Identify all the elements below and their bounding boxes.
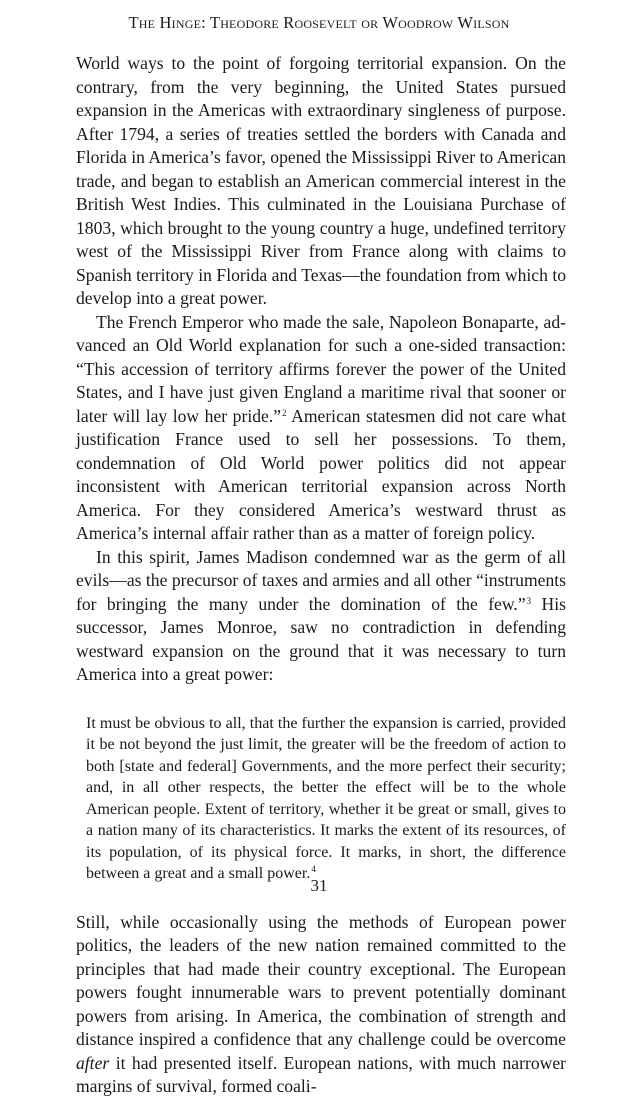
paragraph-4-text: Still, while occasionally using the methods of European power politics, the leaders of the new nation remained committed to the principles that had made their country exceptional. The European powers fought innumerable wars to prevent potentially dominant powers from arising. In America, the combination of strength and distance inspired a confidence that any challenge could be overcome [76, 911, 566, 1049]
paragraph-4 [76, 911, 566, 1099]
running-head: The Hinge: Theodore Roosevelt or Woodrow Wilson [128, 13, 510, 32]
page-number: 31 [310, 876, 328, 895]
block-quote-text: It must be obvious to all, that the further the expansion is carried, provided it be not beyond the just limit, the greater will be the freedom of action to both [state and federal] Governments, and the more perfect their security; and, in all other respects, the better the effect will be to the whole American people. Extent of territory, whether it be great or small, gives to a nation many of its characteristics. It marks the extent of its resources, of its population, of its physical force. It marks, in short, the difference between a great and a small power. [86, 714, 566, 882]
paragraph-3-rest: His successor, James Monroe, saw no contradiction in defending westward expansion on the ground that it was necessary to turn America into a great power: [76, 593, 566, 684]
body-text [76, 52, 566, 1099]
paragraph-2-rest: American statesmen did not care what justification France used to sell her possessions. To them, condemnation of Old World power politics did not appear inconsistent with American territorial expansion across North America. For they considered America’s westward thrust as America’s internal affair rather than as a matter of foreign policy. [76, 405, 567, 543]
paragraph-2-text: The French Emperor who made the sale, Napoleon Bonaparte, advanced an Old World explanation for such a one-sided transaction: “This accession of territory affirms forever the power of the United States, and I have just given England a maritime rival that sooner or later will lay low her pride.” [76, 311, 566, 426]
footnote-ref-3: 3 [526, 595, 532, 606]
paragraph-4-rest: it had presented itself. European nations, with much narrower margins of survival, formed coali- [76, 1052, 566, 1096]
paragraph-1: World ways to the point of forgoing territorial expansion. On the contrary, from the very beginning, the United States pursued expansion in the Americas with extraordinary singleness of purpose. After 1794, a series of treaties settled the borders with Canada and Florida in America’s favor, opened the Mississippi River to American trade, and began to establish an American commercial interest in the British West Indies. This culminated in the Louisiana Purchase of 1803, which brought to the young country a huge, undefined territory west of the Mississippi River from France along with claims to Spanish territory in Florida and Texas—the foundation from which to develop into a great power. [76, 53, 566, 308]
paragraph-2 [76, 311, 566, 546]
paragraph-3-text: In this spirit, James Madison condemned war as the germ of all evils—as the precursor of taxes and armies and all other “instruments for bringing the many under the domination of the few.” [76, 546, 566, 614]
footnote-ref-2: 2 [282, 407, 287, 418]
footnote-ref-4: 4 [311, 864, 316, 874]
paragraph-3 [76, 546, 566, 687]
emphasis-after: after [76, 1052, 110, 1073]
block-quote [86, 713, 566, 885]
